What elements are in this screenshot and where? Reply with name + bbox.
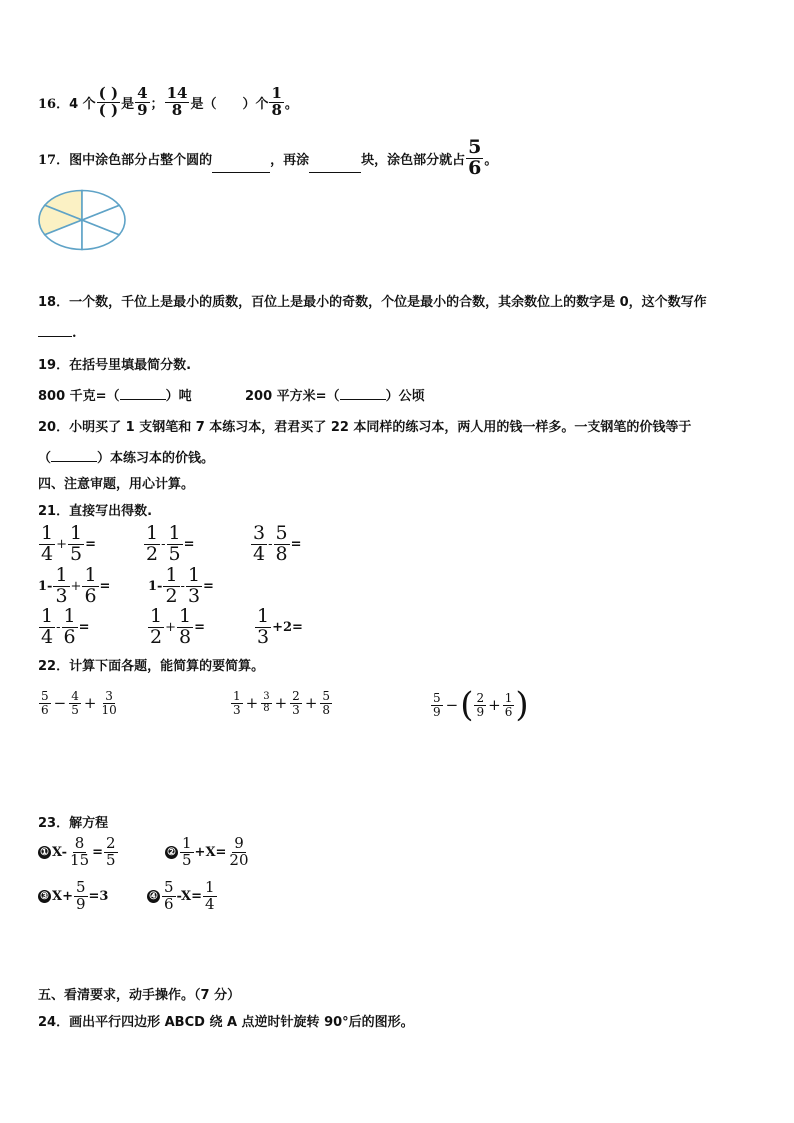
q17-answer-blank-1[interactable]	[212, 172, 270, 173]
q21-item-3: $\frac{3}{4}$ - $\frac{5}{8}$ =	[253, 522, 302, 565]
question-19	[38, 354, 191, 373]
q18-answer-blank[interactable]	[38, 336, 72, 337]
q23-equation-3: ③ X+ $\frac{5}{9}$ =3	[38, 880, 108, 913]
q19-title: 在括号里填最简分数.	[69, 358, 192, 373]
q20-number: 20．	[38, 420, 70, 435]
q22-title: 计算下面各题，能简算的要简算。	[69, 659, 265, 674]
q19-answer-blank-b[interactable]	[340, 399, 386, 400]
circled-number-4-icon: ④	[147, 890, 160, 903]
q23-equation-4: ④ $\frac{5}{6}$ -X= $\frac{1}{4}$	[147, 880, 218, 913]
question-20	[38, 416, 691, 435]
q18-answer-line: .	[38, 326, 77, 341]
question-23: 23．解方程	[38, 816, 109, 831]
q17-pie-circle	[37, 189, 127, 251]
q16-fraction-a: $\frac{4}{9}$	[137, 84, 148, 119]
q21-title: 直接写出得数.	[69, 504, 153, 519]
q23-title: 解方程	[69, 816, 109, 831]
q19-answer-blank-a[interactable]	[120, 399, 166, 400]
q21-item-6: $\frac{1}{4}$ - $\frac{1}{6}$ =	[41, 605, 90, 648]
q21-item-1: $\frac{1}{4}$ + $\frac{1}{5}$ =	[41, 522, 96, 565]
q16-number: 16．	[38, 96, 70, 112]
q22-item-1: $\frac{5}{6}$ − $\frac{4}{5}$ + $\frac{3}{10}$	[41, 689, 117, 717]
question-17: 17． 图中涂色部分占整个圆的 ，再涂 块，涂色部分就占 $\frac{5}{6}$ 。	[38, 136, 498, 179]
q16-blank-fraction: $\frac{( )}{( )}$	[98, 84, 119, 119]
q19-part-a: 800 千克=（ ）吨	[38, 389, 192, 404]
q18-text: 一个数，千位上是最小的质数，百位上是最小的奇数，个位是最小的合数，其余数位上的数字是 0，这个数写作	[69, 295, 707, 310]
section-4-heading: 四、注意审题，用心计算。	[38, 477, 195, 492]
section-5-heading: 五、看清要求，动手操作。（7 分）	[38, 988, 241, 1003]
q17-number: 17．	[38, 152, 70, 168]
circled-number-3-icon: ③	[38, 890, 51, 903]
q20-answer-blank[interactable]	[51, 461, 97, 462]
q21-item-5: 1- $\frac{1}{2}$ - $\frac{1}{3}$ =	[148, 564, 214, 607]
q17-answer-blank-2[interactable]	[309, 172, 361, 173]
q20-line1: 小明买了 1 支钢笔和 7 本练习本，君君买了 22 本同样的练习本，两人用的钱一样多。一支钢笔的价钱等于	[69, 420, 692, 435]
q22-item-3: $\frac{5}{9}$ − ( $\frac{2}{9}$ + $\frac{1}{6}$ )	[433, 685, 529, 725]
q21-item-8: $\frac{1}{3}$ +2=	[257, 605, 303, 648]
question-24: 24．画出平行四边形 ABCD 绕 A 点逆时针旋转 90°后的图形。	[38, 1015, 414, 1030]
q17-fraction: $\frac{5}{6}$	[468, 136, 482, 179]
question-18	[38, 291, 707, 310]
question-16: 16． 4 个 $\frac{( )}{( )}$ 是 $\frac{4}{9}$ ； $\frac{14}{8}$ 是（ ）个 $\frac{1}{8}$ 。	[38, 84, 298, 119]
q23-equation-2: ② $\frac{1}{5}$ +X= $\frac{9}{20}$	[165, 836, 252, 869]
q21-item-4: 1- $\frac{1}{3}$ + $\frac{1}{6}$ =	[38, 564, 111, 607]
circled-number-1-icon: ①	[38, 846, 51, 859]
q20-line2: （ ）本练习本的价钱。	[38, 451, 215, 466]
q16-prefix: 4 个	[69, 96, 96, 112]
q21-item-7: $\frac{1}{2}$ + $\frac{1}{8}$ =	[150, 605, 205, 648]
circled-number-2-icon: ②	[165, 846, 178, 859]
q23-equation-1: ① X- $\frac{8}{15}$ = $\frac{2}{5}$	[38, 836, 119, 869]
q18-number: 18．	[38, 295, 70, 310]
q19-number: 19．	[38, 358, 70, 373]
q16-fraction-b: $\frac{14}{8}$	[166, 84, 188, 119]
q24-text: 画出平行四边形 ABCD 绕 A 点逆时针旋转 90°后的图形。	[69, 1015, 414, 1030]
q22-item-2: $\frac{1}{3}$ + $\frac{3}{8}$ + $\frac{2}{3}$ + $\frac{5}{8}$	[233, 689, 331, 717]
question-22: 22．计算下面各题，能简算的要简算。	[38, 659, 265, 674]
q16-fraction-c: $\frac{1}{8}$	[271, 84, 282, 119]
q19-part-b: 200 平方米=（ ）公顷	[245, 389, 425, 404]
pie-sectors	[39, 191, 125, 250]
question-21: 21．直接写出得数.	[38, 504, 153, 519]
q21-item-2: $\frac{1}{2}$ - $\frac{1}{5}$ =	[146, 522, 195, 565]
